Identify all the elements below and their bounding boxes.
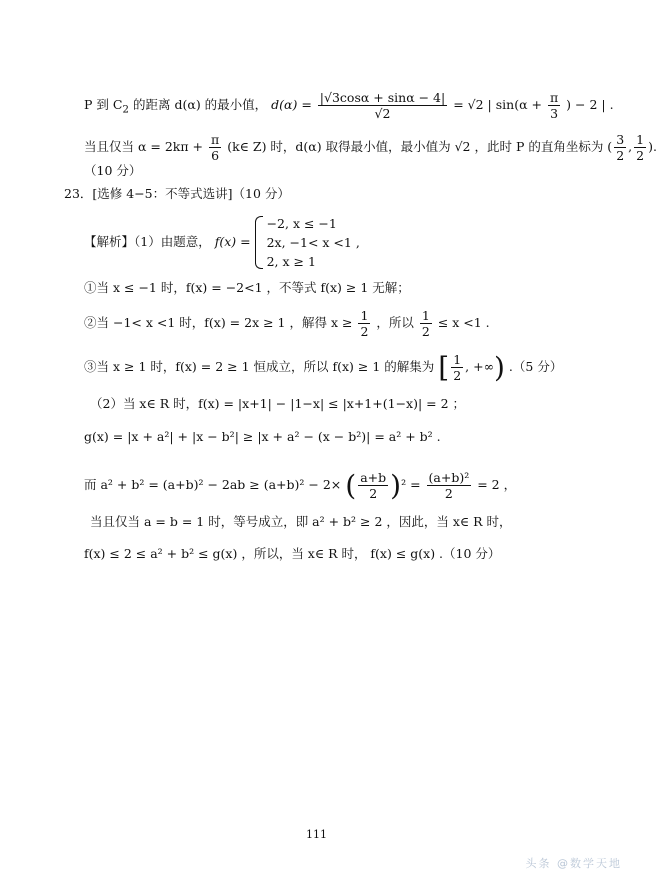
fraction-pi-6: $\frac{\pi}{6}$: [211, 132, 220, 163]
line-piecewise-definition: 【解析】（1）由题意， f(x) = −2, x ≤ −1 2x, −1< x <1 , 2, x ≥ 1: [84, 216, 360, 269]
watermark: 头条 @数学天地: [525, 857, 622, 870]
fraction-half-b: $\frac{1}{2}$: [421, 308, 430, 339]
part-2-inequality: 而 a² + b² = (a+b)² − 2ab ≥ (a+b)² − 2× ( $\frac{a+b}{2}$ )² = $\frac{\text{(a+b)²}}{2}$ = 2 ，: [84, 468, 517, 502]
fraction-distance: $\frac{|√3\cos\alpha + \sin\alpha - 4|}{√2}$: [319, 90, 446, 121]
part-2-g-bound: g(x) = |x + a²| + |x − b²| ≥ |x + a² − (x − b²)| = a² + b² .: [84, 429, 441, 444]
conclusion: f(x) ≤ 2 ≤ a² + b² ≤ g(x) ，所以，当 x∈ R 时， f(x) ≤ g(x) .（10 分）: [84, 546, 501, 561]
score-note: （10 分）: [84, 163, 142, 178]
fraction-square-over-2: $\frac{\text{(a+b)²}}{2}$: [428, 470, 470, 501]
fraction-a-plus-b-over-2: $\frac{a+b}{2}$: [360, 470, 387, 501]
case-2: ②当 −1< x <1 时，f(x) = 2x ≥ 1 ，解得 x ≥ $\frac{1}{2}$ ，所以 $\frac{1}{2}$ ≤ x <1 .: [84, 308, 490, 339]
fraction-half-a: $\frac{1}{2}$: [360, 308, 369, 339]
fraction-3-2: $\frac{3}{2}$: [616, 132, 625, 163]
fraction-1-2: $\frac{1}{2}$: [636, 132, 645, 163]
fraction-half-c: $\frac{1}{2}$: [453, 352, 462, 383]
piecewise-brace: −2, x ≤ −1 2x, −1< x <1 , 2, x ≥ 1: [255, 214, 360, 271]
part-2-f-bound: （2）当 x∈ R 时，f(x) = |x+1| − |1−x| ≤ |x+1+(1−x)| = 2 ；: [90, 396, 466, 411]
fraction-pi-3: $\frac{\pi}{3}$: [549, 90, 559, 121]
line-distance-formula: P 到 $C_2$ 的距离 d(α) 的最小值， d(α) = $\frac{|√3\cos\alpha + \sin\alpha - 4|}{√2}$ = √2 | sin(α + $\frac{\pi}{3}$ ) − 2 | .: [84, 90, 614, 121]
problem-23-heading: 23．[选修 4−5：不等式选讲]（10 分）: [64, 186, 290, 201]
case-1: ①当 x ≤ −1 时，f(x) = −2<1 ，不等式 f(x) ≥ 1 无解；: [84, 280, 410, 295]
line-minimum-condition: 当且仅当 α = 2kπ + $\frac{\pi}{6}$ (k∈ Z) 时，d(α) 取得最小值，最小值为 √2 ，此时 P 的直角坐标为 ( $\frac{3}{2}$ , $\frac{1}{2}$ ).: [84, 132, 657, 163]
equality-condition: 当且仅当 a = b = 1 时，等号成立，即 a² + b² ≥ 2 ，因此，当 x∈ R 时，: [90, 514, 512, 529]
page-number: 111: [306, 828, 327, 841]
case-3: ③当 x ≥ 1 时，f(x) = 2 ≥ 1 恒成立，所以 f(x) ≥ 1 的解集为 [ $\frac{1}{2}$ , +∞) .（5 分）: [84, 350, 563, 384]
